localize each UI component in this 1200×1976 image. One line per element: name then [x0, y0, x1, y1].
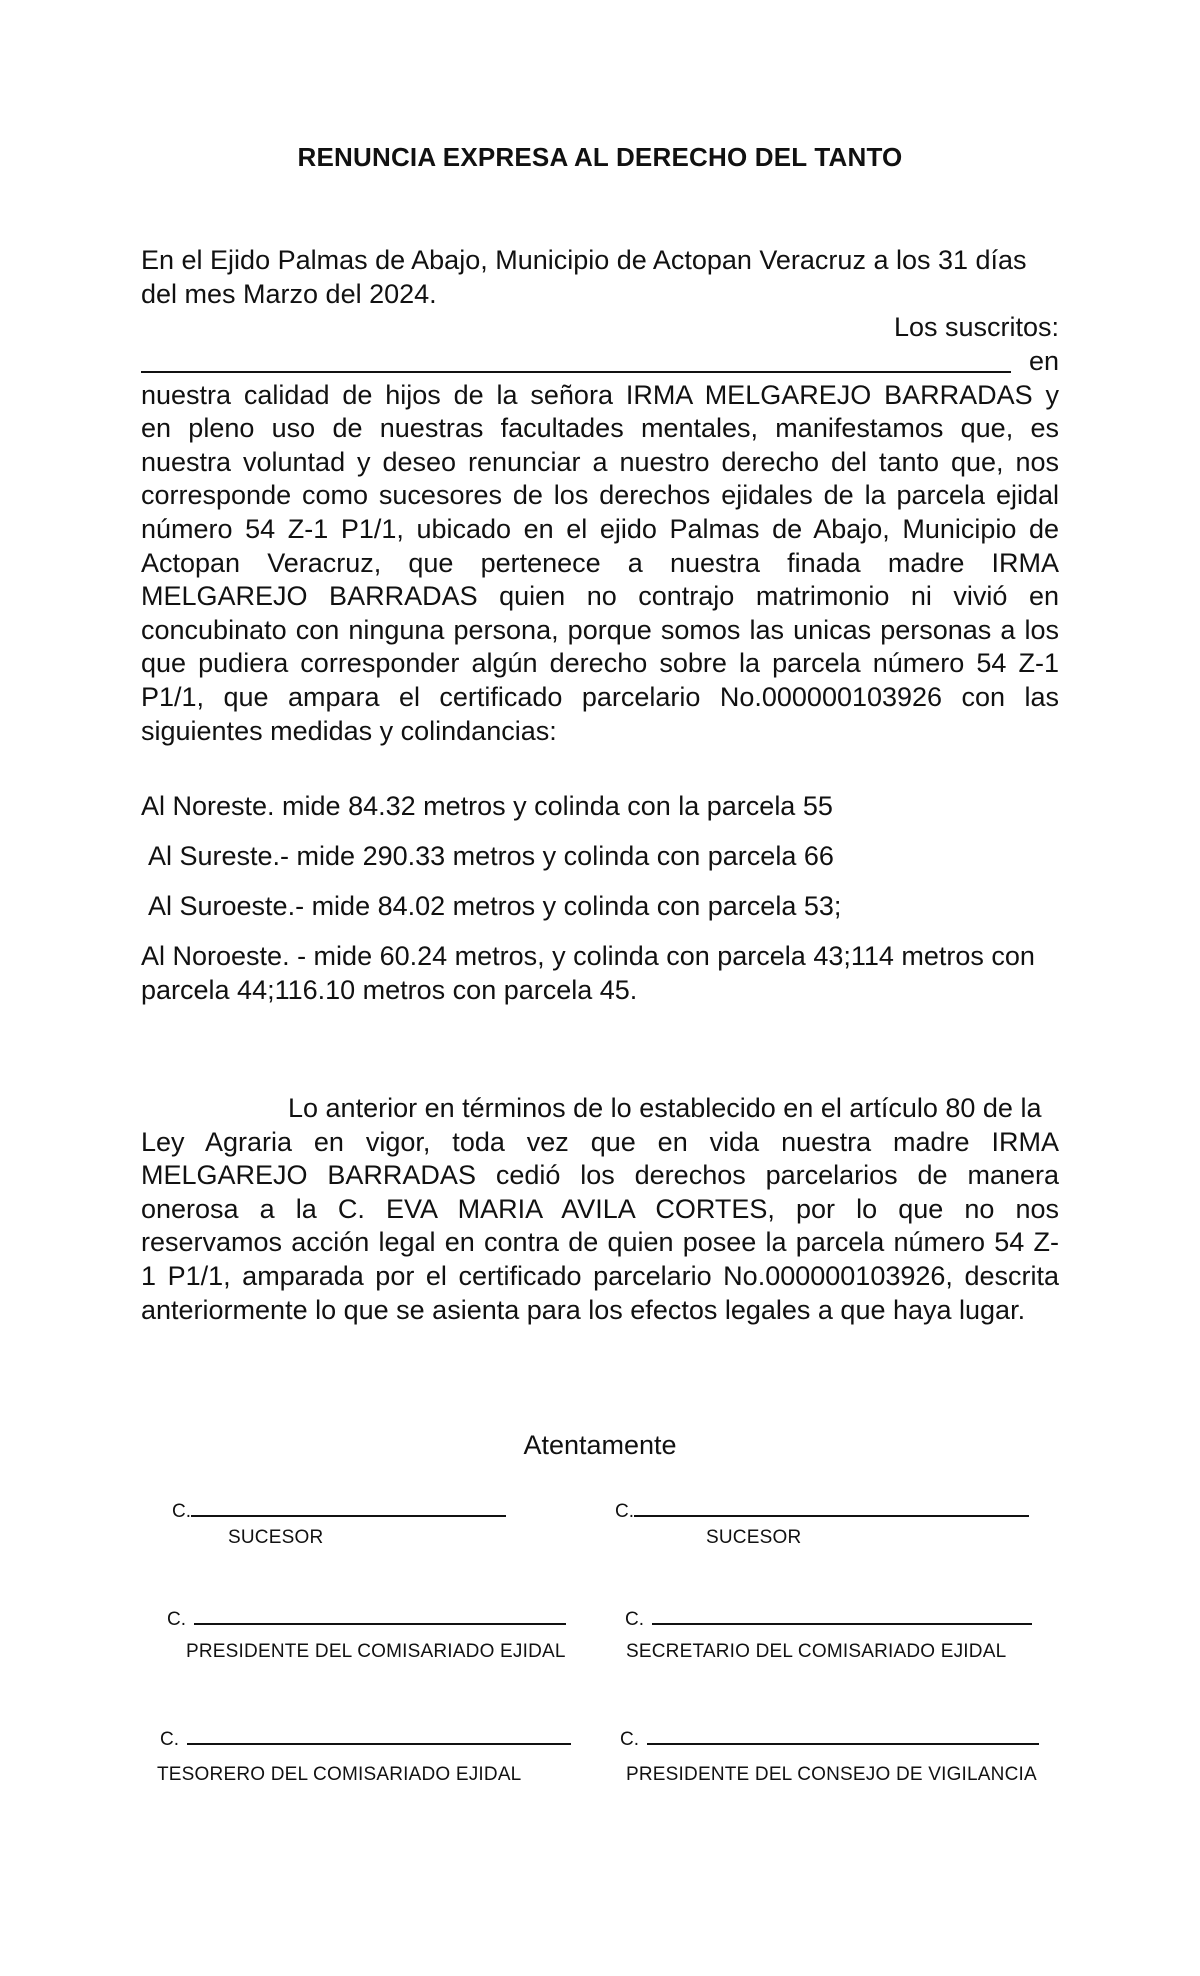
signature-secretario: [625, 1605, 1032, 1631]
role-tesorero-comisariado: TESORERO DEL COMISARIADO EJIDAL: [157, 1764, 522, 1785]
names-blank: [141, 345, 1011, 373]
signature-line: [634, 1497, 1029, 1517]
signature-prefix: C.: [172, 1501, 191, 1522]
intro-paragraph: [141, 244, 1059, 311]
body-line: nuestra calidad de hijos de la señora IRMA MELGAREJO BARRADAS y: [141, 379, 1059, 410]
legal-line: Lo anterior en términos de lo establecido en el artículo 80 de la: [288, 1093, 1042, 1123]
role-presidente-comisariado: PRESIDENTE DEL COMISARIADO EJIDAL: [186, 1641, 566, 1662]
signature-vigilancia: [620, 1725, 1039, 1751]
names-tail: en: [1028, 346, 1059, 376]
body-line: nuestra voluntad y deseo renunciar a nuestro derecho del tanto que, nos: [141, 446, 1059, 477]
role-presidente-vigilancia: PRESIDENTE DEL CONSEJO DE VIGILANCIA: [626, 1764, 1037, 1785]
body-line: que pudiera corresponder algún derecho sobre la parcela número 54 Z-1: [141, 648, 1059, 679]
legal-line: reservamos acción legal en contra de quien posee la parcela número 54 Z-: [141, 1227, 1059, 1258]
signature-sucesor-2: [615, 1497, 1029, 1523]
legal-line: onerosa a la C. EVA MARIA AVILA CORTES, por lo que no nos: [141, 1193, 1059, 1224]
signature-presidente: [167, 1605, 566, 1631]
signature-tesorero: [160, 1725, 571, 1751]
signature-line: [194, 1605, 566, 1625]
document-title: RENUNCIA EXPRESA AL DERECHO DEL TANTO: [297, 142, 903, 172]
signature-prefix: C.: [167, 1609, 186, 1630]
signature-line: [191, 1497, 506, 1517]
measure-noroeste: Al Noroeste. - mide 60.24 metros, y colinda con parcela 43;114 metros con: [141, 941, 1035, 971]
body-line: MELGAREJO BARRADAS quien no contrajo matrimonio ni vivió en: [141, 581, 1059, 612]
body-line: número 54 Z-1 P1/1, ubicado en el ejido Palmas de Abajo, Municipio de: [141, 513, 1059, 544]
signature-sucesor-1: [172, 1497, 506, 1523]
measure-noreste: Al Noreste. mide 84.32 metros y colinda con la parcela 55: [141, 791, 833, 821]
signature-line: [647, 1725, 1039, 1745]
legal-line: 1 P1/1, amparada por el certificado parcelario No.000000103926, descrita: [141, 1260, 1059, 1291]
legal-line: Ley Agraria en vigor, toda vez que en vida nuestra madre IRMA: [141, 1126, 1059, 1157]
body-line: en pleno uso de nuestras facultades mentales, manifestamos que, es: [141, 413, 1059, 444]
intro-line: En el Ejido Palmas de Abajo, Municipio de Actopan Veracruz a los 31 días: [141, 245, 1027, 275]
role-sucesor-1: SUCESOR: [228, 1527, 324, 1548]
signature-prefix: C.: [615, 1501, 634, 1522]
signature-line: [187, 1725, 571, 1745]
role-secretario-comisariado: SECRETARIO DEL COMISARIADO EJIDAL: [626, 1641, 1007, 1662]
body-line: Actopan Veracruz, que pertenece a nuestra finada madre IRMA: [141, 547, 1059, 578]
suscritos-label: Los suscritos:: [893, 312, 1059, 342]
body-line: concubinato con ninguna persona, porque somos las unicas personas a los: [141, 614, 1059, 645]
signature-prefix: C.: [160, 1729, 179, 1750]
measure-suroeste: Al Suroeste.- mide 84.02 metros y colinda con parcela 53;: [148, 891, 842, 921]
legal-line: anteriormente lo que se asienta para los efectos legales a que haya lugar.: [141, 1294, 1026, 1325]
legal-paragraph: [141, 1092, 1059, 1327]
names-blank-line: [141, 345, 1059, 379]
signature-line: [652, 1605, 1032, 1625]
body-line: P1/1, que ampara el certificado parcelario No.000000103926 con las: [141, 681, 1059, 712]
body-paragraph: [141, 311, 1059, 748]
closing-atentamente: Atentamente: [523, 1430, 677, 1460]
body-line: siguientes medidas y colindancias:: [141, 715, 557, 746]
body-line: corresponde como sucesores de los derechos ejidales de la parcela ejidal: [141, 480, 1059, 511]
role-sucesor-2: SUCESOR: [706, 1527, 802, 1548]
signature-prefix: C.: [625, 1609, 644, 1630]
measure-sureste: Al Sureste.- mide 290.33 metros y colinda con parcela 66: [148, 841, 834, 871]
signature-prefix: C.: [620, 1729, 639, 1750]
legal-line: MELGAREJO BARRADAS cedió los derechos parcelarios de manera: [141, 1160, 1059, 1191]
measure-noroeste-cont: parcela 44;116.10 metros con parcela 45.: [141, 975, 638, 1005]
intro-line: del mes Marzo del 2024.: [141, 278, 437, 309]
